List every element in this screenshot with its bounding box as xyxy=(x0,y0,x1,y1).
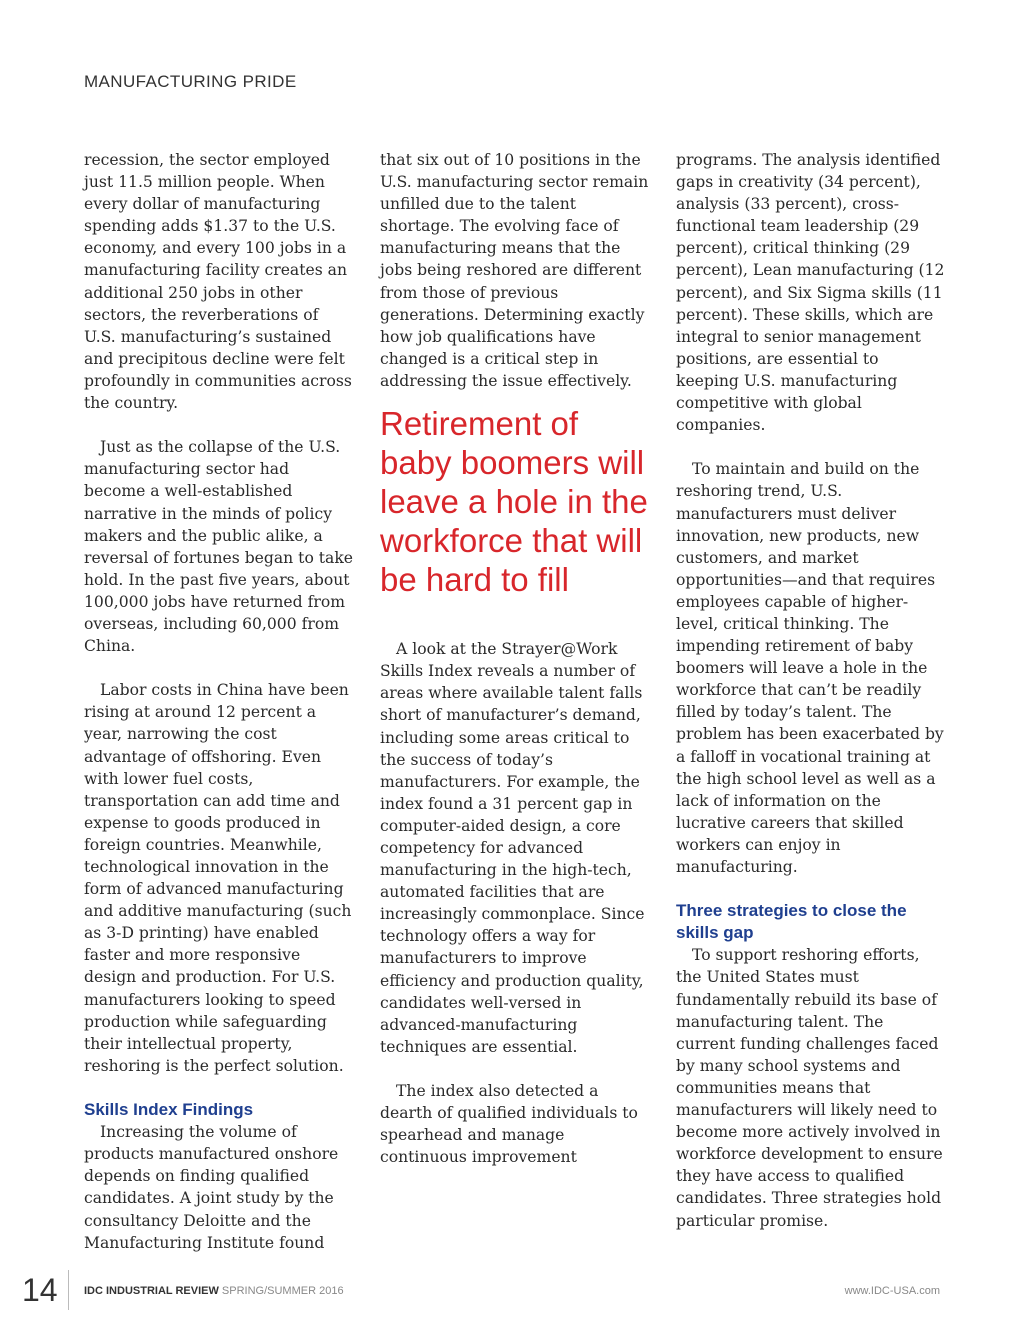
article-column-3 xyxy=(676,149,946,1232)
body-paragraph: A look at the Strayer@Work Skills Index reveals a number of areas where available talent falls short of manufacturer’s demand, including some areas critical to the success of today’s manufacturers. For example, the index found a 31 percent gap in computer-aided design, a core competency for advanced manufacturing in the high-tech, automated facilities that are increasingly commonplace. Since technology offers a way for manufacturers to improve efficiency and production quality, candidates well-versed in advanced-manufacturing techniques are essential. xyxy=(380,640,645,1056)
body-paragraph: To support reshoring efforts, the United States must fundamentally rebuild its base of manufacturing talent. The current funding challenges faced by many school systems and communities means that manufacturers will likely need to become more actively involved in workforce development to ensure they have access to qualified candidates. Three strategies hold particular promise. xyxy=(676,946,943,1230)
body-paragraph: The index also detected a dearth of qualified individuals to spearhead and manage continuous improvement xyxy=(380,1082,638,1167)
section-subhead: Skills Index Findings xyxy=(84,1100,254,1120)
publication-credit xyxy=(84,1285,344,1297)
body-paragraph: To maintain and build on the reshoring trend, U.S. manufacturers must deliver innovation, new products, new customers, and market opportunities—and that requires employees capable of higher-level, critical thinking. The impending retirement of baby boomers will leave a hole in the workforce that can’t be readily filled by today’s talent. The problem has been exacerbated by a falloff in vocational training at the high school level as well as a lack of information on the lucrative careers that skilled workers can enjoy in manufacturing. xyxy=(676,460,944,876)
article-column-1 xyxy=(84,149,354,1254)
issue-date: SPRING/SUMMER 2016 xyxy=(221,1285,344,1297)
body-paragraph: Labor costs in China have been rising at around 12 percent a year, narrowing the cost advantage of offshoring. Even with lower fuel costs, transportation can add time and expense to goods produced in foreign countries. Meanwhile, technological innovation in the form of advanced manufacturing and additive manufacturing (such as 3-D printing) have enabled faster and more responsive design and production. For U.S. manufacturers looking to speed production while safeguarding their intellectual property, reshoring is the perfect solution. xyxy=(84,681,352,1075)
body-paragraph: recession, the sector employed just 11.5 million people. When every dollar of manufacturing spending adds $1.37 to the U.S. economy, and every 100 jobs in a manufacturing facility creates an additional 250 jobs in other sectors, the reverberations of U.S. manufacturing’s sustained and precipitous decline were felt profoundly in communities across the country. xyxy=(84,151,352,413)
body-paragraph: programs. The analysis identified gaps in creativity (34 percent), analysis (33 percent), cross-functional team leadership (29 percent), critical thinking (29 percent), Lean manufacturing (12 percent), and Six Sigma skills (11 percent). These skills, which are integral to senior management positions, are essential to keeping U.S. manufacturing competitive with global companies. xyxy=(676,151,945,435)
page-number: 14 xyxy=(22,1272,58,1308)
section-subhead: Three strategies to close the skills gap xyxy=(676,901,907,943)
section-label: MANUFACTURING PRIDE xyxy=(84,72,297,91)
body-paragraph: that six out of 10 positions in the U.S. manufacturing sector remain unfilled due to the talent shortage. The evolving face of manufacturing means that the jobs being reshored are different from those of previous generations. Determining exactly how job qualifications have changed is a critical step in addressing the issue effectively. xyxy=(380,151,649,390)
article-column-2 xyxy=(380,149,650,1168)
body-paragraph: Just as the collapse of the U.S. manufacturing sector had become a well-established narrative in the minds of policy makers and the public alike, a reversal of fortunes began to take hold. In the past five years, about 100,000 jobs have returned from overseas, including 60,000 from China. xyxy=(84,438,354,656)
magazine-name: IDC INDUSTRIAL REVIEW xyxy=(84,1285,219,1297)
pull-quote: Retirement of baby boomers will leave a hole in the workforce that will be hard to fill xyxy=(380,405,648,599)
body-paragraph: Increasing the volume of products manufactured onshore depends on finding qualified candidates. A joint study by the consultancy Deloitte and the Manufacturing Institute found xyxy=(84,1123,339,1252)
website-url[interactable]: www.IDC-USA.com xyxy=(844,1285,940,1297)
footer-divider xyxy=(68,1270,69,1310)
